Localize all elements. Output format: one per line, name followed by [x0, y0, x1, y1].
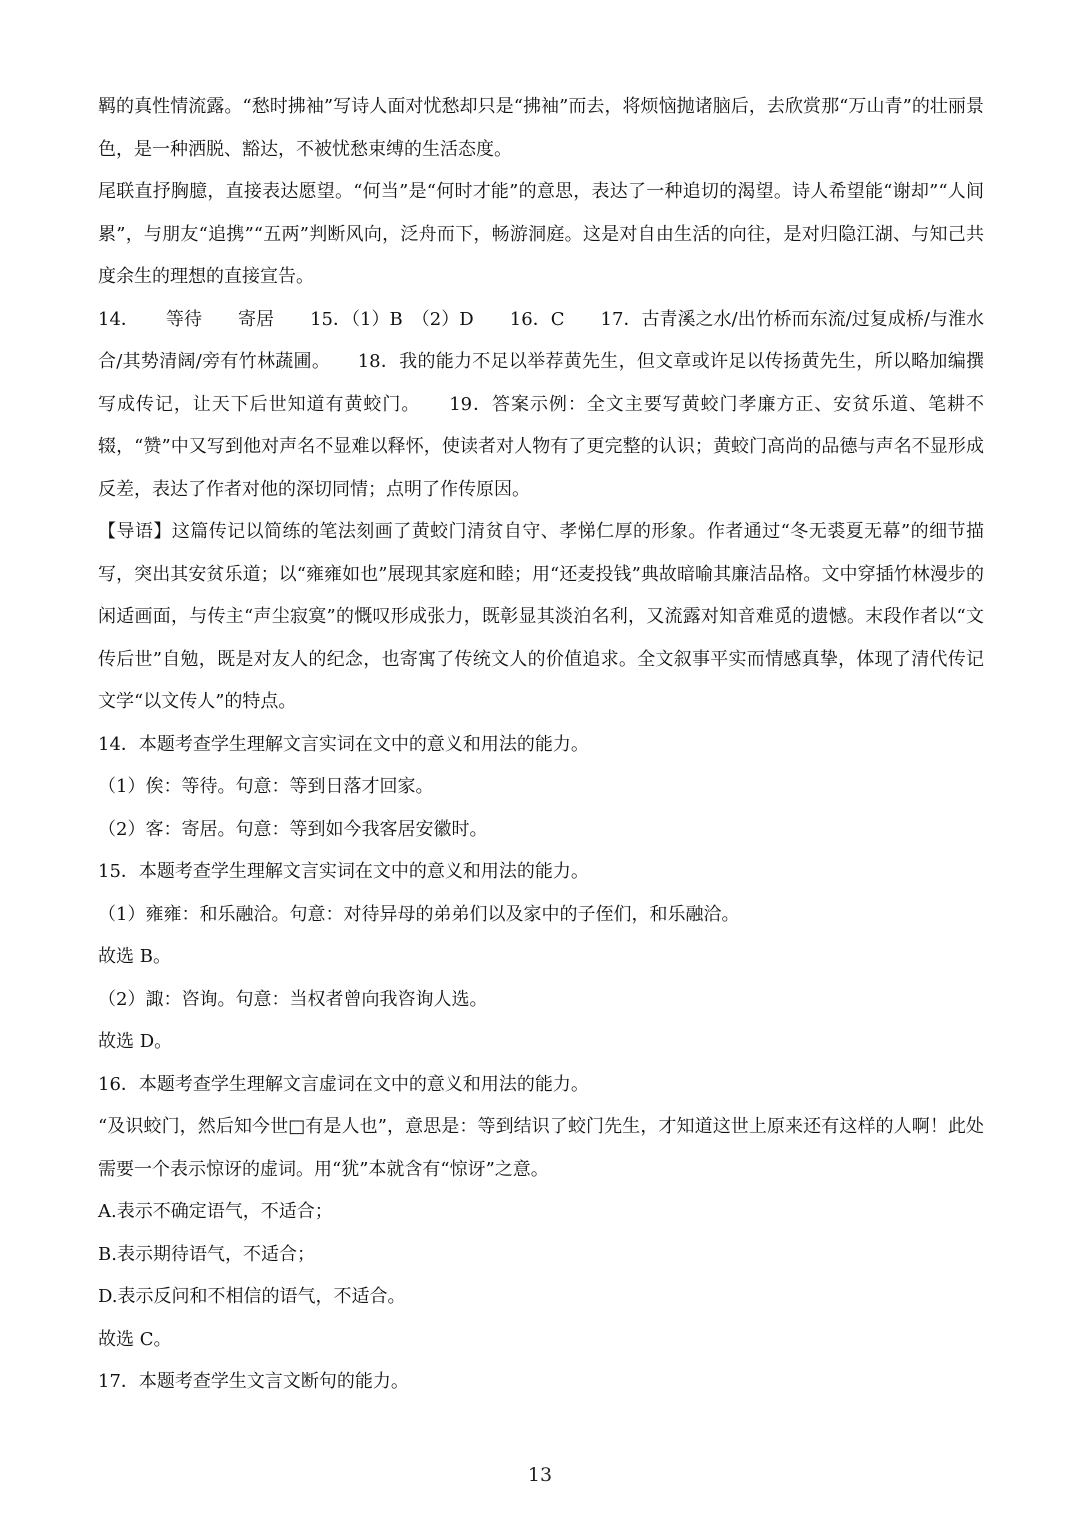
paragraph-poem-analysis-neck: 羁的真性情流露。“愁时拂袖”写诗人面对忧愁却只是“拂袖”而去，将烦恼抛诸脑后，去欣赏那“万山青”的壮丽景色，是一种洒脱、豁达，不被忧愁束缚的生活态度。 — [98, 96, 984, 160]
paragraph-q15-choice-1: 故选 B。 — [98, 946, 171, 967]
paragraph-q14-item-2: （2）客：寄居。句意：等到如今我客居安徽时。 — [98, 818, 488, 840]
paragraph-q16-choice: 故选 C。 — [98, 1328, 172, 1350]
paragraph-q15-choice-2: 故选 D。 — [98, 1031, 173, 1052]
paragraph-q16-explanation: “及识蛟门，然后知今世□有是人也”，意思是：等到结识了蛟门先生，才知道这世上原来还有这样的人啊！此处需要一个表示惊讶的虚词。用“犹”本就含有“惊讶”之意。 — [98, 1116, 984, 1180]
paragraph-q16-heading: 16．本题考查学生理解文言虚词在文中的意义和用法的能力。 — [98, 1073, 589, 1095]
paragraph-q16-option-d: D.表示反问和不相信的语气，不适合。 — [98, 1286, 406, 1307]
paragraph-q16-option-b: B.表示期待语气，不适合； — [98, 1243, 315, 1265]
document-body — [98, 86, 984, 1404]
paragraph-introduction: 【导语】这篇传记以简练的笔法刻画了黄蛟门清贫自守、孝悌仁厚的形象。作者通过“冬无裘夏无幕”的细节描写，突出其安贫乐道；以“雍雍如也”展现其家庭和睦；用“还麦投钱”典故暗喻其廉洁品格。文中穿插竹林漫步的闲适画面，与传主“声尘寂寞”的慨叹形成张力，既彰显其淡泊名利，又流露对知音难觅的遗憾。末段作者以“文传后世”自勉，既是对友人的纪念，也寄寓了传统文人的价值追求。全文叙事平实而情感真挚，体现了清代传记文学“以文传人”的特点。 — [98, 521, 984, 712]
page-number: 13 — [527, 1464, 553, 1486]
paragraph-q15-heading: 15．本题考查学生理解文言实词在文中的意义和用法的能力。 — [98, 861, 589, 882]
paragraph-answer-key: 14． 等待 寄居 15．（1）B （2）D 16．C 17．古青溪之水/出竹桥而东流/过复成桥/与淮水合/其势清阔/旁有竹林蔬圃。 18．我的能力不足以举荐黄先生，但文章或许足以传扬黄先生，所以略加编撰写成传记，让天下后世知道有黄蛟门。 19．答案示例：全文主要写黄蛟门孝廉方正、安贫乐道、笔耕不辍，“赞”中又写到他对声名不显难以释怀，使读者对人物有了更完整的认识；黄蛟门高尚的品德与声名不显形成反差，表达了作者对他的深切同情；点明了作传原因。 — [98, 308, 984, 500]
paragraph-q16-option-a: A.表示不确定语气，不适合； — [98, 1201, 333, 1222]
paragraph-poem-analysis-tail: 尾联直抒胸臆，直接表达愿望。“何当”是“何时才能”的意思，表达了一种追切的渴望。诗人希望能“谢却”“人间累”，与朋友“追携”“五两”判断风向，泛舟而下，畅游洞庭。这是对自由生活的向往，是对归隐江湖、与知己共度余生的理想的直接宣告。 — [98, 181, 984, 287]
paragraph-q15-item-2: （2）諏：咨询。句意：当权者曾向我咨询人选。 — [98, 988, 488, 1010]
paragraph-q14-item-1: （1）俟：等待。句意：等到日落才回家。 — [98, 776, 434, 797]
paragraph-q17-heading: 17．本题考查学生文言文断句的能力。 — [98, 1371, 409, 1392]
paragraph-q14-heading: 14．本题考查学生理解文言实词在文中的意义和用法的能力。 — [98, 733, 589, 755]
paragraph-q15-item-1: （1）雍雍：和乐融洽。句意：对待异母的弟弟们以及家中的子侄们，和乐融洽。 — [98, 903, 740, 925]
